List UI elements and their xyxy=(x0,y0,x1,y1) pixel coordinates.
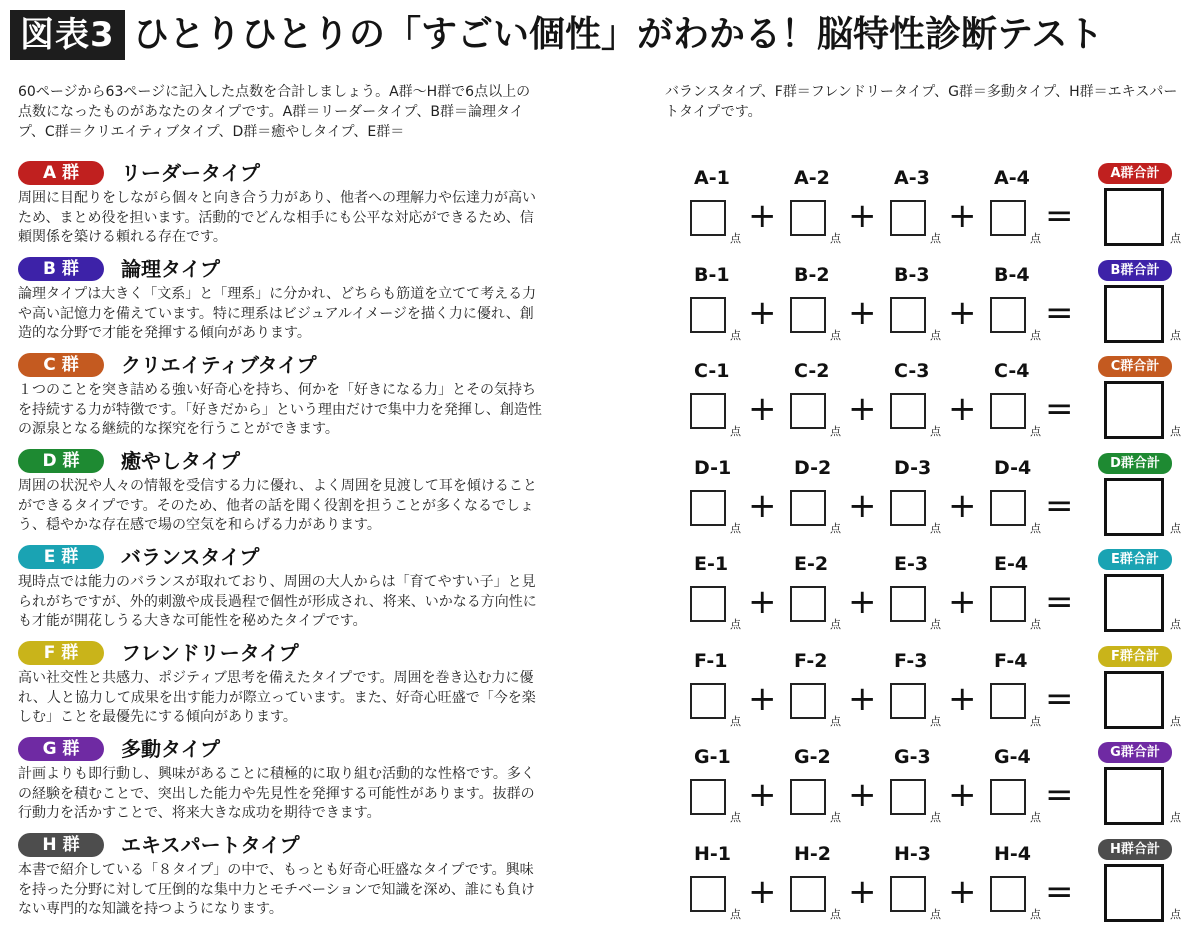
point-unit: 点 xyxy=(1030,907,1041,921)
point-unit: 点 xyxy=(1030,425,1041,438)
total-box-d[interactable] xyxy=(1104,478,1164,536)
plus-sign: + xyxy=(948,582,977,622)
score-box-e-1[interactable] xyxy=(690,586,726,622)
intro-text-left: 60ページから63ページに記入した点数を合計しましょう。A群～H群で6点以上の点数になったものがあなたのタイプです。A群＝リーダータイプ、B群＝論理タイプ、C群＝クリエイティブタイプ、D群＝癒やしタイプ、E群＝ xyxy=(18,84,531,140)
total-badge-e: E群合計 xyxy=(1098,549,1172,570)
plus-sign: + xyxy=(948,678,977,719)
plus-sign: + xyxy=(748,678,777,719)
score-box-a-4[interactable] xyxy=(990,200,1026,236)
point-unit: 点 xyxy=(1030,232,1041,245)
total-box-e[interactable] xyxy=(1104,574,1164,632)
item-label: F-3 xyxy=(894,649,928,672)
plus-sign: + xyxy=(748,292,777,333)
score-box-e-4[interactable] xyxy=(990,586,1026,622)
point-unit: 点 xyxy=(1170,811,1181,824)
point-unit: 点 xyxy=(1170,425,1181,438)
score-box-d-3[interactable] xyxy=(890,490,926,526)
plus-sign: + xyxy=(848,775,877,815)
plus-sign: + xyxy=(748,871,777,912)
score-row-c xyxy=(680,353,1195,449)
point-unit: 点 xyxy=(730,907,741,921)
total-badge-b: B群合計 xyxy=(1098,260,1172,281)
total-badge-a: A群合計 xyxy=(1098,163,1172,184)
equals-sign: = xyxy=(1045,678,1074,719)
score-box-f-1[interactable] xyxy=(690,683,726,719)
point-unit: 点 xyxy=(830,618,841,631)
item-label: B-4 xyxy=(994,263,1030,286)
type-name-h: エキスパートタイプ xyxy=(121,833,300,857)
type-name-a: リーダータイプ xyxy=(121,161,260,185)
type-desc-g: 計画よりも即行動し、興味があることに積極的に取り組む活動的な性格です。多くの経験を積むことで、突出した能力や先見性を発揮する可能性があります。抜群の行動力を活かすことで、将来大きな成功を期待できます。 xyxy=(18,766,535,821)
type-desc-e: 現時点では能力のバランスが取れており、周囲の大人からは「育てやすい子」と見られがちですが、外的刺激や成長過程で個性が形成され、将来、いかなる方向性にも才能が開花しうる大きな可能性を秘めたタイプです。 xyxy=(18,574,537,629)
type-block-h xyxy=(18,832,548,920)
type-block-g xyxy=(18,736,548,824)
score-box-f-4[interactable] xyxy=(990,683,1026,719)
score-box-d-1[interactable] xyxy=(690,490,726,526)
item-label: E-2 xyxy=(794,553,829,575)
item-label: A-4 xyxy=(994,167,1030,189)
score-row-a xyxy=(680,160,1195,256)
type-name-f: フレンドリータイプ xyxy=(121,641,299,665)
type-name-g: 多動タイプ xyxy=(121,737,220,761)
page-title: ひとりひとりの「すごい個性」がわかる！脳特性診断テスト xyxy=(133,14,1104,55)
score-row-h xyxy=(680,836,1195,932)
type-block-d xyxy=(18,448,548,536)
type-block-c xyxy=(18,352,548,440)
total-badge-h: H群合計 xyxy=(1098,839,1172,860)
type-desc-b: 論理タイプは大きく「文系」と「理系」に分かれ、どちらも筋道を立てて考える力や高い記憶力を備えています。特に理系はビジュアルイメージを描く力に優れ、創造的な分野で才能を発揮する傾向があります。 xyxy=(18,286,537,341)
group-badge-a: A 群 xyxy=(18,161,104,185)
point-unit: 点 xyxy=(930,328,941,342)
type-desc-c: １つのことを突き詰める強い好奇心を持ち、何かを「好きになる力」とその気持ちを持続する力が特徴です。「好きだから」という理由だけで集中力を発揮し、創造性の源泉となる継続的な探究を行うことができます。 xyxy=(18,382,542,437)
point-unit: 点 xyxy=(830,232,841,245)
item-label: E-1 xyxy=(694,553,729,575)
item-label: G-4 xyxy=(994,746,1031,768)
total-box-f[interactable] xyxy=(1104,671,1164,729)
group-badge-f: F 群 xyxy=(18,641,104,665)
point-unit: 点 xyxy=(1030,328,1041,342)
score-row-e xyxy=(680,546,1195,642)
score-box-h-3[interactable] xyxy=(890,876,926,912)
item-label: B-2 xyxy=(794,263,830,286)
score-box-d-4[interactable] xyxy=(990,490,1026,526)
point-unit: 点 xyxy=(730,714,741,728)
equals-sign: = xyxy=(1045,292,1074,333)
point-unit: 点 xyxy=(1030,521,1041,535)
equals-sign: = xyxy=(1045,485,1074,526)
plus-sign: + xyxy=(848,871,877,912)
type-name-d: 癒やしタイプ xyxy=(121,449,240,473)
point-unit: 点 xyxy=(830,907,841,921)
total-badge-c: C群合計 xyxy=(1098,356,1172,377)
plus-sign: + xyxy=(948,389,977,429)
total-box-b[interactable] xyxy=(1104,285,1164,343)
point-unit: 点 xyxy=(930,232,941,245)
group-badge-h: H 群 xyxy=(18,833,104,857)
equals-sign: = xyxy=(1045,775,1074,815)
score-box-h-1[interactable] xyxy=(690,876,726,912)
point-unit: 点 xyxy=(830,521,841,535)
total-box-a[interactable] xyxy=(1104,188,1164,246)
item-label: G-1 xyxy=(694,746,731,768)
type-desc-d: 周囲の状況や人々の情報を受信する力に優れ、よく周囲を見渡して耳を傾けることができるタイプです。そのため、他者の話を聞く役割を担うことが多くなるでしょう、穏やかな存在感で場の空気を和らげる力があります。 xyxy=(18,478,537,533)
item-label: E-3 xyxy=(894,553,929,575)
point-unit: 点 xyxy=(730,425,741,438)
equals-sign: = xyxy=(1045,196,1074,236)
equals-sign: = xyxy=(1045,389,1074,429)
figure-label: 図表3 xyxy=(10,10,125,60)
point-unit: 点 xyxy=(830,714,841,728)
score-box-a-3[interactable] xyxy=(890,200,926,236)
score-box-f-3[interactable] xyxy=(890,683,926,719)
point-unit: 点 xyxy=(730,811,741,824)
score-box-b-1[interactable] xyxy=(690,297,726,333)
point-unit: 点 xyxy=(930,425,941,438)
score-box-f-2[interactable] xyxy=(790,683,826,719)
point-unit: 点 xyxy=(1170,232,1181,245)
plus-sign: + xyxy=(848,292,877,333)
point-unit: 点 xyxy=(930,811,941,824)
score-box-g-1[interactable] xyxy=(690,779,726,815)
item-label: B-3 xyxy=(894,263,930,286)
score-box-e-3[interactable] xyxy=(890,586,926,622)
total-badge-g: G群合計 xyxy=(1098,742,1172,763)
group-badge-g: G 群 xyxy=(18,737,104,761)
total-box-g[interactable] xyxy=(1104,767,1164,825)
plus-sign: + xyxy=(948,292,977,333)
plus-sign: + xyxy=(848,678,877,719)
point-unit: 点 xyxy=(1170,521,1181,535)
group-badge-e: E 群 xyxy=(18,545,104,569)
point-unit: 点 xyxy=(930,521,941,535)
score-row-d xyxy=(680,450,1195,546)
score-box-b-2[interactable] xyxy=(790,297,826,333)
point-unit: 点 xyxy=(930,714,941,728)
plus-sign: + xyxy=(948,775,977,815)
score-box-c-1[interactable] xyxy=(690,393,726,429)
point-unit: 点 xyxy=(730,328,741,342)
point-unit: 点 xyxy=(730,521,741,535)
total-box-c[interactable] xyxy=(1104,381,1164,439)
plus-sign: + xyxy=(848,389,877,429)
point-unit: 点 xyxy=(1170,907,1181,921)
group-badge-d: D 群 xyxy=(18,449,104,473)
type-desc-a: 周囲に目配りをしながら個々と向き合う力があり、他者への理解力や伝達力が高いため、まとめ役を担います。活動的でどんな相手にも公平な対応ができるため、信頼関係を築ける頼れる存在です。 xyxy=(18,190,536,245)
item-label: H-1 xyxy=(694,842,732,865)
score-row-g xyxy=(680,739,1195,835)
equals-sign: = xyxy=(1045,582,1074,622)
item-label: D-3 xyxy=(894,456,932,479)
type-name-c: クリエイティブタイプ xyxy=(121,353,317,377)
score-box-g-4[interactable] xyxy=(990,779,1026,815)
type-block-b xyxy=(18,256,548,344)
type-name-b: 論理タイプ xyxy=(121,257,220,281)
item-label: A-1 xyxy=(694,167,730,189)
item-label: C-1 xyxy=(694,360,730,382)
score-box-c-4[interactable] xyxy=(990,393,1026,429)
plus-sign: + xyxy=(748,775,777,815)
plus-sign: + xyxy=(748,389,777,429)
type-desc-h: 本書で紹介している「８タイプ」の中で、もっとも好奇心旺盛なタイプです。興味を持った分野に対して圧倒的な集中力とモチベーションで知識を深め、誰にも負けない専門的な知識を持つようになります。 xyxy=(18,862,535,917)
item-label: E-4 xyxy=(994,553,1029,575)
item-label: G-2 xyxy=(794,746,831,768)
group-badge-c: C 群 xyxy=(18,353,104,377)
item-label: G-3 xyxy=(894,746,931,768)
score-row-b xyxy=(680,257,1195,353)
total-badge-f: F群合計 xyxy=(1098,646,1172,667)
score-box-g-3[interactable] xyxy=(890,779,926,815)
score-box-c-2[interactable] xyxy=(790,393,826,429)
score-box-h-2[interactable] xyxy=(790,876,826,912)
point-unit: 点 xyxy=(830,425,841,438)
item-label: D-2 xyxy=(794,456,832,479)
point-unit: 点 xyxy=(730,232,741,245)
plus-sign: + xyxy=(948,485,977,526)
point-unit: 点 xyxy=(930,618,941,631)
total-box-h[interactable] xyxy=(1104,864,1164,922)
score-box-g-2[interactable] xyxy=(790,779,826,815)
plus-sign: + xyxy=(948,871,977,912)
item-label: C-4 xyxy=(994,360,1030,382)
item-label: C-2 xyxy=(794,360,830,382)
plus-sign: + xyxy=(748,196,777,236)
item-label: D-1 xyxy=(694,456,732,479)
plus-sign: + xyxy=(848,196,877,236)
point-unit: 点 xyxy=(1170,714,1181,728)
type-desc-f: 高い社交性と共感力、ポジティブ思考を備えたタイプです。周囲を巻き込む力に優れ、人と協力して成果を出す能力が際立っています。また、好奇心旺盛で「今を楽しむ」ことを最優先にする傾向があります。 xyxy=(18,670,536,725)
score-row-f xyxy=(680,643,1195,739)
total-badge-d: D群合計 xyxy=(1098,453,1172,474)
point-unit: 点 xyxy=(1030,811,1041,824)
plus-sign: + xyxy=(748,582,777,622)
score-box-d-2[interactable] xyxy=(790,490,826,526)
item-label: D-4 xyxy=(994,456,1032,479)
item-label: F-4 xyxy=(994,649,1028,672)
type-name-e: バランスタイプ xyxy=(121,545,260,569)
score-box-b-3[interactable] xyxy=(890,297,926,333)
point-unit: 点 xyxy=(1030,714,1041,728)
item-label: H-3 xyxy=(894,842,932,865)
score-box-e-2[interactable] xyxy=(790,586,826,622)
plus-sign: + xyxy=(748,485,777,526)
item-label: C-3 xyxy=(894,360,930,382)
plus-sign: + xyxy=(948,196,977,236)
point-unit: 点 xyxy=(930,907,941,921)
score-box-c-3[interactable] xyxy=(890,393,926,429)
group-badge-b: B 群 xyxy=(18,257,104,281)
score-box-a-2[interactable] xyxy=(790,200,826,236)
type-block-e xyxy=(18,544,548,632)
type-block-a xyxy=(18,160,548,248)
intro-text-right: バランスタイプ、F群＝フレンドリータイプ、G群＝多動タイプ、H群＝エキスパートタイプです。 xyxy=(665,84,1178,120)
point-unit: 点 xyxy=(830,328,841,342)
point-unit: 点 xyxy=(1170,618,1181,631)
item-label: A-3 xyxy=(894,167,930,189)
item-label: F-1 xyxy=(694,649,728,672)
equals-sign: = xyxy=(1045,871,1074,912)
score-box-b-4[interactable] xyxy=(990,297,1026,333)
point-unit: 点 xyxy=(730,618,741,631)
plus-sign: + xyxy=(848,485,877,526)
score-box-a-1[interactable] xyxy=(690,200,726,236)
item-label: B-1 xyxy=(694,263,730,286)
header xyxy=(0,0,1200,70)
item-label: F-2 xyxy=(794,649,828,672)
plus-sign: + xyxy=(848,582,877,622)
point-unit: 点 xyxy=(1170,328,1181,342)
score-box-h-4[interactable] xyxy=(990,876,1026,912)
item-label: A-2 xyxy=(794,167,830,189)
type-block-f xyxy=(18,640,548,728)
point-unit: 点 xyxy=(1030,618,1041,631)
item-label: H-2 xyxy=(794,842,832,865)
point-unit: 点 xyxy=(830,811,841,824)
item-label: H-4 xyxy=(994,842,1032,865)
